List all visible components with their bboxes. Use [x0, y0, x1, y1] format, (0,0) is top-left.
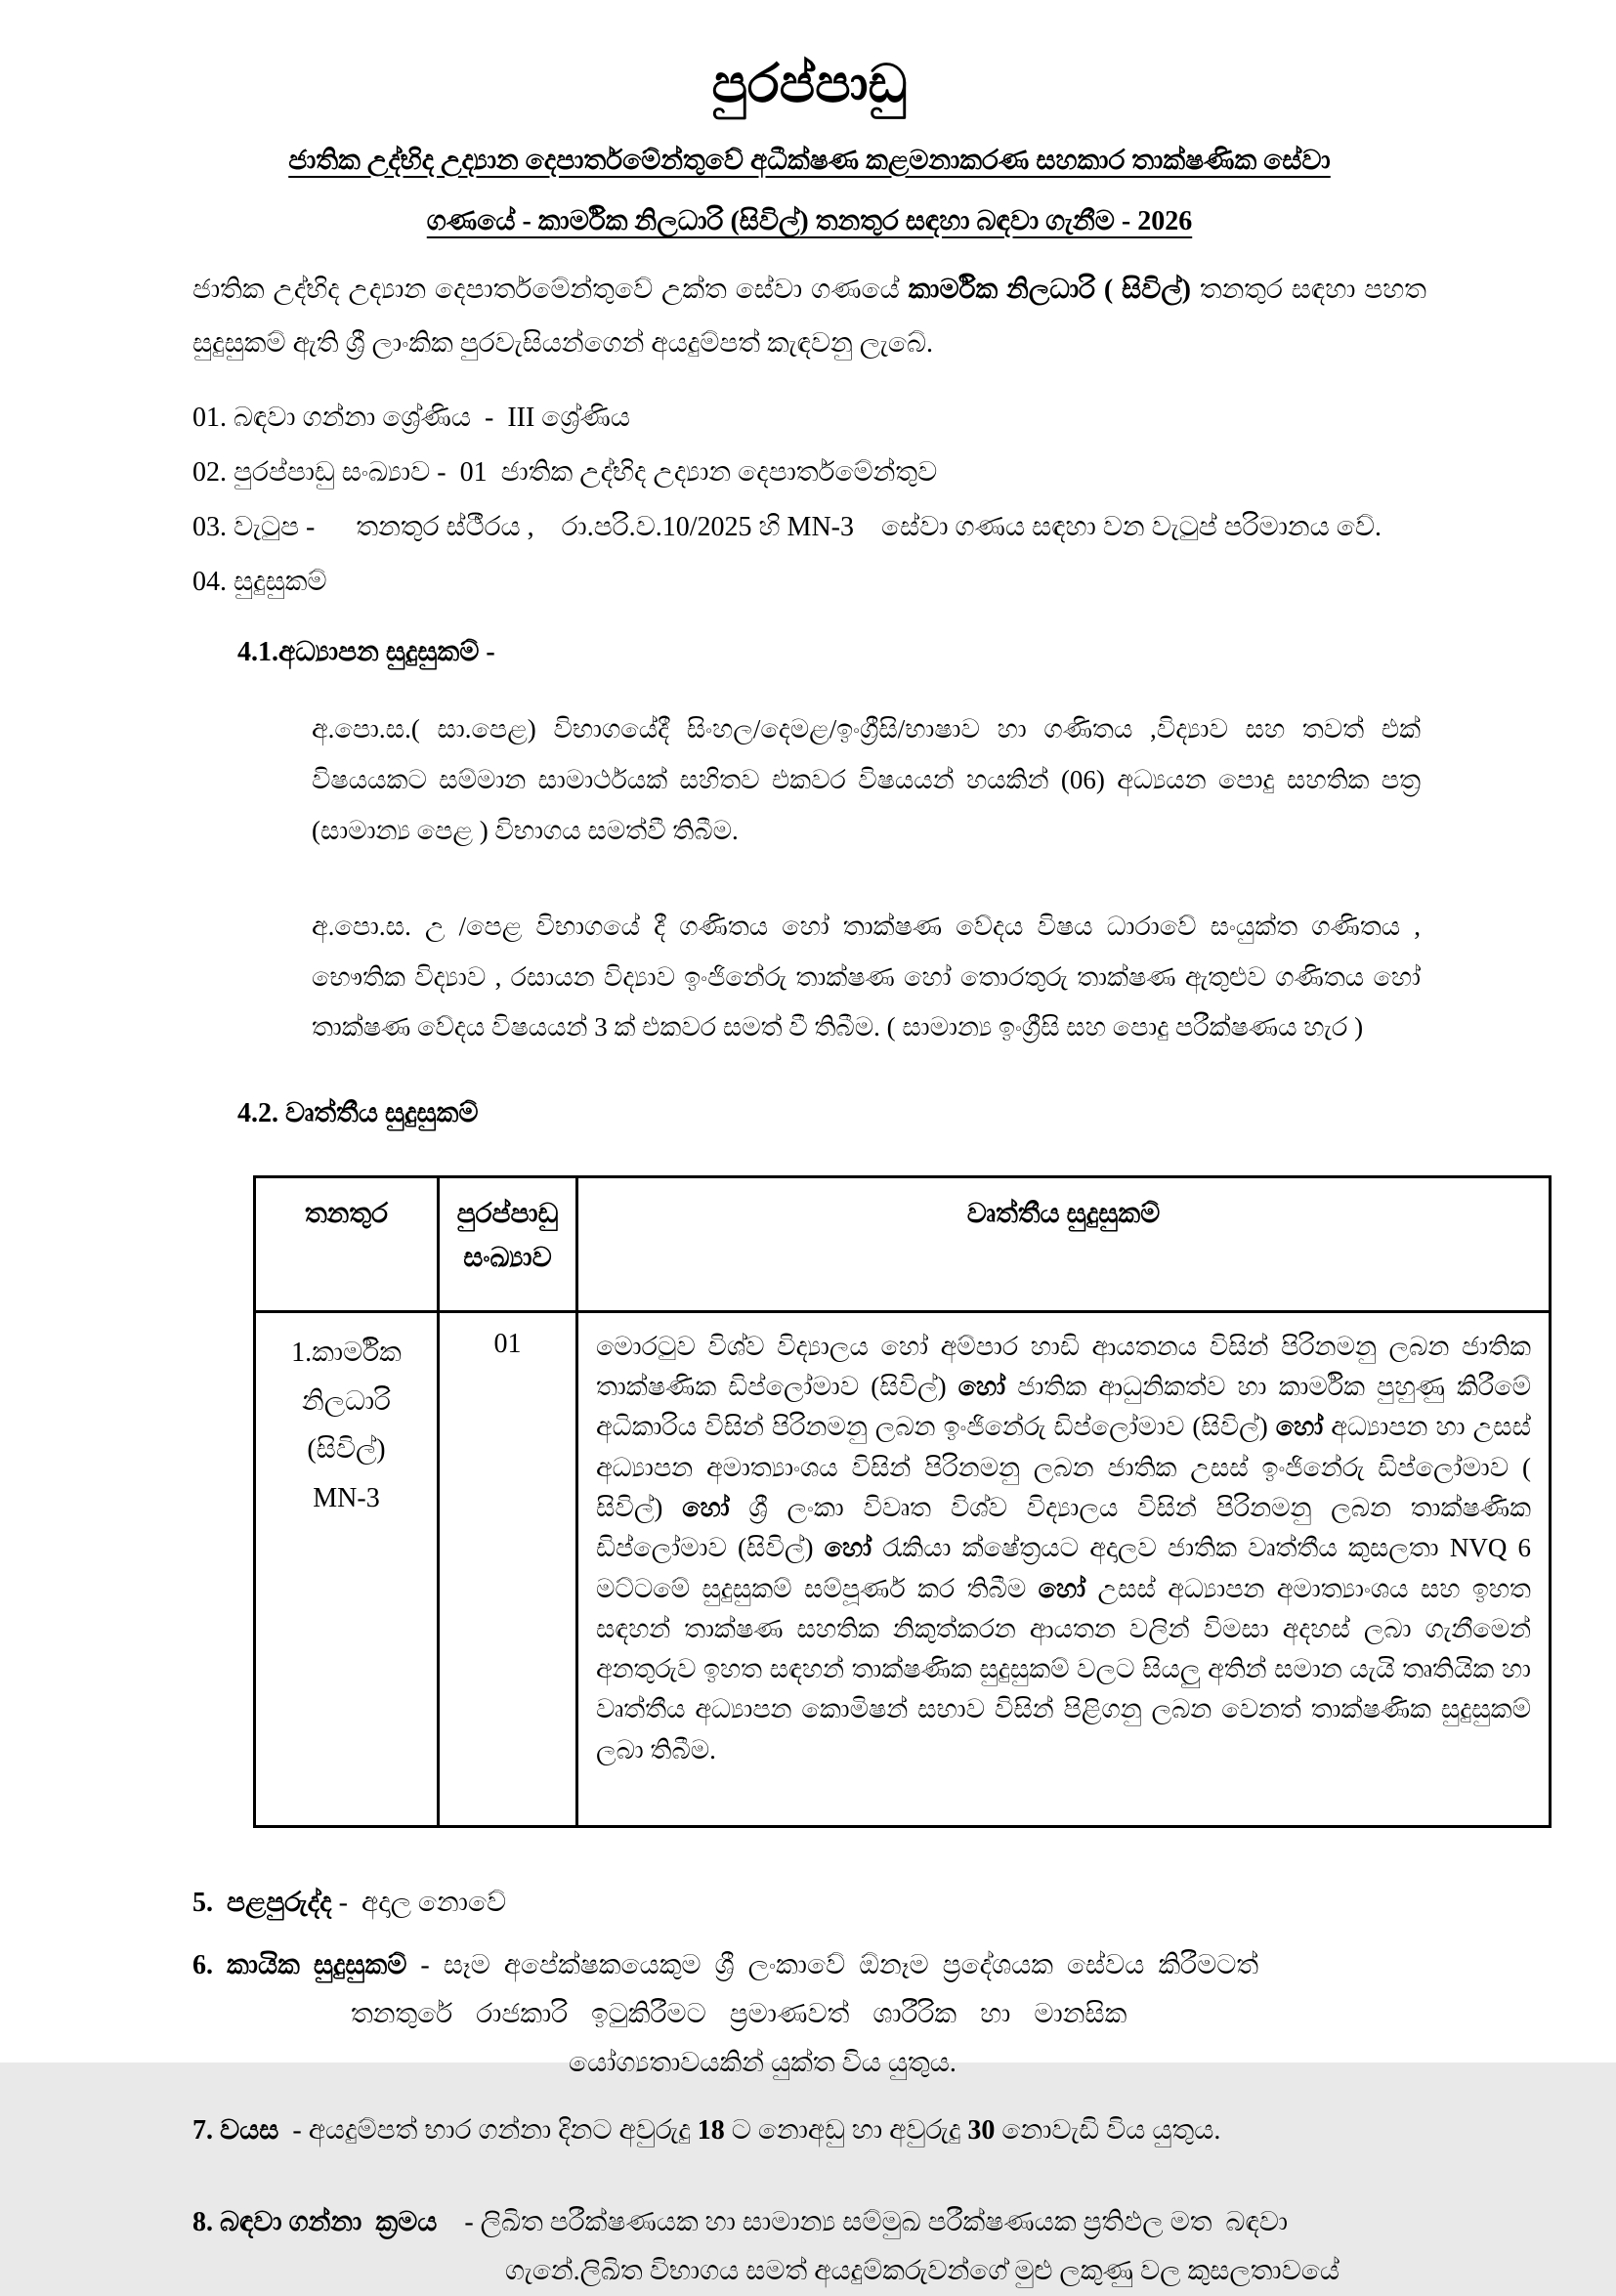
- item-02-vacancy-count: [192, 448, 1426, 497]
- item-8-recruitment-method: [192, 2198, 1426, 2247]
- item-03-salary: [192, 503, 1426, 552]
- lower-items: [192, 1879, 1426, 2296]
- item-5-value: - අදාල නොවේ: [331, 1888, 507, 1919]
- item-02-number: 02.: [192, 457, 227, 488]
- item-8-text-line-1: - ලිඛිත පරීක්ෂණයක හා සාමාන්‍ය සම්මුඛ පරීක්ෂණයක ප්‍රතිඵල මත බඳවා: [437, 2207, 1289, 2238]
- item-7-label: 7. වයස: [192, 2115, 279, 2147]
- qual-or-4: හෝ: [824, 1533, 872, 1563]
- intro-text-1: ජාතික උද්භිද උද්‍යාන දෙපාර්තමේන්තුවේ උක්ත සේවා ගණයේ: [192, 274, 909, 305]
- education-qualification-paragraph-1: අ.පො.ස.( සා.පෙළ) විභාගයේදී සිංහල/දෙමළ/ඉංග්‍රීසි/භාෂාව හා ගණිතය ,විද්‍යාව සහ තවත් එක් විෂයයකට සම්මාන සාමාර්ථයක් සහිතව එකවර විෂයයන් හයකින් (06) අධ්‍යයන පොදු සහතික පත්‍ර (සාමාන්‍ය පෙළ ) විභාගය සමත්වී තිබීම.: [312, 714, 1421, 845]
- item-5-label: 5. පළපුරුද්ද: [192, 1888, 332, 1919]
- subtitle-line-1: ජාතික උද්භිද උද්‍යාන දෙපාර්තමේන්තුවේ අධීක්ෂණ කළමනාකරණ සහකාර තාක්ෂණික සේවා: [288, 145, 1331, 176]
- item-02-text: පුරප්පාඩු සංඛ්‍යාව - 01 ජාතික උද්භිද උද්‍යාන දෙපාර්තමේන්තුව: [227, 457, 938, 488]
- position-line-4: MN-3: [313, 1483, 380, 1514]
- table-row: [255, 1311, 1551, 1826]
- item-6-text-line-1: - සෑම අපේක්ෂකයෙකුම ශ්‍රී ලංකාවේ ඕනෑම ප්‍රදේශයක සේවය කිරීමටත්: [406, 1949, 1259, 1980]
- vocational-qualifications-table: [253, 1175, 1552, 1828]
- item-01-number: 01.: [192, 403, 227, 434]
- qual-or-1: හෝ: [957, 1372, 1006, 1402]
- item-6-text-line-2: තනතුරේ රාජකාරි ඉටුකිරීමට ප්‍රමාණවත් ශාරීරික හා මානසික: [351, 1998, 1127, 2029]
- section-heading-4-2: 4.2. වෘත්තීය සුදුසුකම්: [237, 1098, 479, 1129]
- intro-post-name: කාර්මික නිලධාරි ( සිවිල්): [908, 274, 1192, 305]
- item-6-physical-fitness: [192, 1941, 1426, 1990]
- column-header-vacancy-count: පුරප්පාඩු සංඛ්‍යාව: [439, 1177, 577, 1312]
- qual-seg-2: ජාතික ආධුනිකත්ව හා කාර්මික පුහුණු කිරීමේ අධිකාරිය විසින් පිරිනමනු ලබන ඉංජිනේරු ඩිප්ලෝමාව (සිවිල්): [596, 1372, 1531, 1442]
- column-header-position: තනතුර: [255, 1177, 439, 1312]
- qualifications-cell: [577, 1311, 1551, 1826]
- numbered-items: [192, 394, 1426, 606]
- item-7-age: [192, 2106, 1426, 2155]
- item-04-qualifications: [192, 558, 1426, 607]
- item-7-text-2: ට නොඅඩු හා අවුරුදු: [724, 2115, 968, 2147]
- vacancy-count-cell: 01: [439, 1311, 577, 1826]
- position-line-3: (සිවිල්): [307, 1434, 386, 1466]
- item-01-grade: [192, 394, 1426, 443]
- subtitle-line-2: ගණයේ - කාර්මික නිලධාරි (සිවිල්) තනතුර සඳහා බඳවා ගැනීම - 2026: [426, 206, 1193, 237]
- item-5-experience: [192, 1879, 1426, 1928]
- qual-seg-6: උසස් අධ්‍යාපන අමාත්‍යාංශය සහ ඉහත සඳහන් තාක්ෂණ සහතික නිකුත්කරන ආයතන වලින් විමසා අදහස් ලබා ගැනීමෙන් අනතුරුව ඉහත සඳහන් තාක්ෂණික සුදුසුකම් වලට සියලු අතින් සමාන යැයි තෘතියික හා වෘත්තීය අධ්‍යාපන කොමිෂන් සභාව විසින් පිළිගනු ලබන වෙනත් තාක්ෂණික සුදුසුකම් ලබා තිබීම.: [596, 1573, 1531, 1765]
- education-qualification-paragraph-2: අ.පො.ස. උ /පෙළ විභාගයේ දී ගණිතය හෝ තාක්ෂණ වේදය විෂය ධාරාවේ සංයුක්ත ගණිතය , භෞතික විද්‍යාව , රසායන විද්‍යාව ඉංජිනේරු තාක්ෂණ හෝ තොරතුරු තාක්ෂණ ඇතුළුව ගණිතය හෝ තාක්ෂණ වේදය විෂයයන් 3 ක් එකවර සමත් වී තිබීම. ( සාමාන්‍ය ඉංග්‍රීසි සහ පොදු පරීක්ෂණය හැර ): [312, 911, 1421, 1042]
- position-cell: [255, 1311, 439, 1826]
- qual-or-3: හෝ: [682, 1492, 730, 1522]
- item-7-max-age: 30: [967, 2115, 996, 2147]
- item-04-number: 04.: [192, 566, 227, 597]
- qual-seg-3: අධ්‍යාපන හා උසස් අධ්‍යාපන අමාත්‍යාංශය විසින් පිරිනමනු ලබන ජාතික උසස් ඉංජිනේරු ඩිප්ලෝමාව ( සිවිල්): [596, 1412, 1532, 1522]
- item-8-text-line-2: ගැනේ.ලිඛිත විභාගය සමත් අයදුම්කරුවන්ගේ මුළු ලකුණු වල කුසලතාවයේ: [505, 2256, 1340, 2286]
- qual-seg-4: ශ්‍රී ලංකා විවෘත විශ්ව විද්‍යාලය විසින් පිරිනමනු ලබන තාක්ෂණික ඩිප්ලෝමාව (සිවිල්): [596, 1492, 1532, 1563]
- qual-or-2: හෝ: [1275, 1412, 1324, 1442]
- position-line-1: 1.කාර්මික: [291, 1337, 402, 1368]
- intro-paragraph: [192, 264, 1426, 370]
- item-8-label: 8. බඳවා ගන්නා ක්‍රමය: [192, 2207, 438, 2238]
- item-04-text: සුදුසුකම්: [227, 566, 327, 597]
- intro-text-2: තනතුර සඳහා පහත සුදුසුකම් ඇති ශ්‍රී ලාංකික පුරවැසියන්ගෙන් අයදුම්පත් කැඳවනු ලැබේ.: [192, 274, 1426, 359]
- item-03-text: වැටුප - තනතුර ස්ථීරය , රා.පරි.ව.10/2025 හි MN-3 සේවා ගණය සඳහා වන වැටුප් පරිමානය වේ.: [227, 511, 1382, 542]
- column-header-vocational-qualifications: වෘත්තීය සුදුසුකම්: [577, 1177, 1551, 1312]
- qual-seg-5: රැකියා ක්ෂේත්‍රයට අදාලව ජාතික වෘත්තීය කුසලතා NVQ 6 මට්ටමේ සුදුසුකම් සම්පූර්ණ කර තිබීම: [596, 1533, 1531, 1603]
- item-6-text-line-3: යෝග්‍යතාවයකින් යුක්ත විය යුතුය.: [569, 2047, 957, 2078]
- table-header-row: [255, 1177, 1551, 1312]
- qual-seg-1: මොරටුව විශ්ව විද්‍යාලය හෝ අම්පාර හාඩි ආයතනය විසින් පිරිනමනු ලබන ජාතික තාක්ෂණික ඩිප්ලෝමාව (සිවිල්): [596, 1331, 1531, 1402]
- position-line-2: නිලධාරි: [302, 1385, 391, 1417]
- item-01-text: බඳවා ගන්නා ශ්‍රේණිය - III ශ්‍රේණිය: [227, 403, 630, 434]
- item-6-label: 6. කායික සුදුසුකම්: [192, 1949, 407, 1980]
- section-heading-4-1: 4.1.අධ්‍යාපන සුදුසුකම් -: [237, 637, 495, 668]
- page-title: පුරප්පාඩු: [711, 55, 908, 113]
- item-03-number: 03.: [192, 511, 227, 542]
- item-7-text-1: - අයදුම්පත් භාර ගන්නා දිනට අවුරුදු: [278, 2115, 698, 2147]
- item-7-text-3: නොවැඩි විය යුතුය.: [995, 2115, 1221, 2147]
- item-7-min-age: 18: [697, 2115, 725, 2147]
- document-subtitle: [192, 142, 1426, 242]
- qual-or-5: හෝ: [1038, 1573, 1086, 1603]
